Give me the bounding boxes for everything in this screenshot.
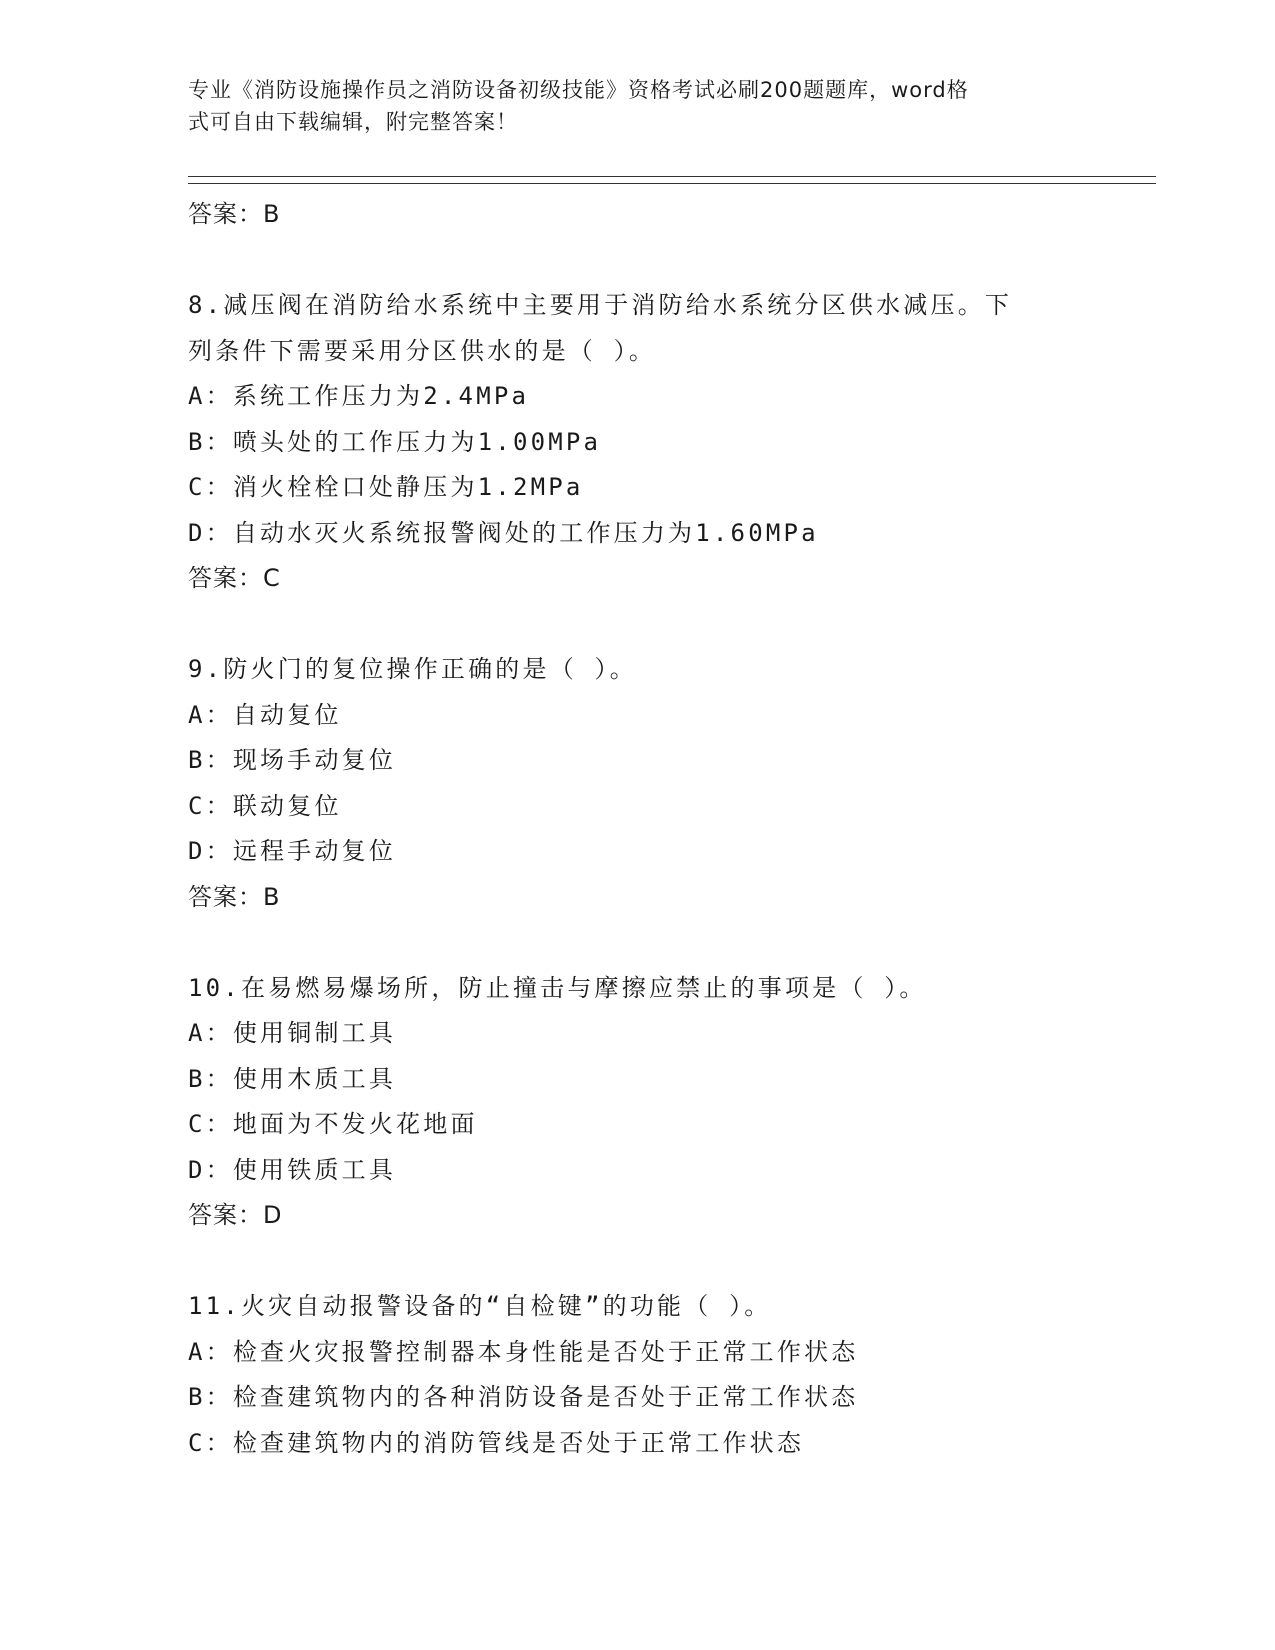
option-a: A：使用铜制工具 — [188, 1019, 397, 1047]
header-divider-top — [188, 176, 1156, 177]
option-d: D：自动水灭火系统报警阀处的工作压力为1.60MPa — [188, 518, 819, 547]
answer-line: 答案：D — [188, 1201, 283, 1229]
spacer — [188, 1239, 1088, 1285]
spacer — [188, 602, 1088, 648]
question-block — [188, 283, 1088, 602]
option-b: B：使用木质工具 — [188, 1064, 397, 1093]
document-header: 专业《消防设施操作员之消防设备初级技能》资格考试必刷200题题库，word格 式可自由下载编辑，附完整答案！ — [188, 78, 969, 134]
option-c: C：联动复位 — [188, 791, 342, 820]
option-a: A：检查火灾报警控制器本身性能是否处于正常工作状态 — [188, 1337, 859, 1366]
answer-line: 答案：B — [188, 882, 281, 911]
spacer — [188, 920, 1088, 966]
question-stem: 列条件下需要采用分区供水的是（ ）。 — [188, 336, 657, 365]
header-divider-bottom — [188, 183, 1156, 184]
question-stem: 9.防火门的复位操作正确的是（ ）。 — [188, 655, 637, 683]
spacer — [188, 238, 1088, 284]
question-stem: 10.在易燃易爆场所，防止撞击与摩擦应禁止的事项是（ ）。 — [188, 973, 927, 1002]
question-block — [188, 1284, 1088, 1466]
option-a: A：自动复位 — [188, 700, 342, 729]
option-b: B：现场手动复位 — [188, 746, 397, 774]
answer-line: 答案：B — [188, 200, 281, 228]
question-block — [188, 966, 1088, 1239]
option-b: B：喷头处的工作压力为1.00MPa — [188, 427, 602, 456]
option-c: C：地面为不发火花地面 — [188, 1110, 478, 1138]
option-a: A：系统工作压力为2.4MPa — [188, 382, 530, 410]
question-stem: 8.减压阀在消防给水系统中主要用于消防给水系统分区供水减压。下 — [188, 291, 1013, 319]
option-d: D：远程手动复位 — [188, 837, 397, 865]
option-b: B：检查建筑物内的各种消防设备是否处于正常工作状态 — [188, 1383, 859, 1411]
answer-line: 答案：C — [188, 564, 281, 592]
question-block — [188, 647, 1088, 920]
option-c: C：消火栓栓口处静压为1.2MPa — [188, 473, 584, 501]
question-stem: 11.火灾自动报警设备的“自检键”的功能（ ）。 — [188, 1292, 772, 1320]
question-list — [188, 192, 1088, 1466]
option-c: C：检查建筑物内的消防管线是否处于正常工作状态 — [188, 1428, 805, 1457]
option-d: D：使用铁质工具 — [188, 1155, 397, 1184]
